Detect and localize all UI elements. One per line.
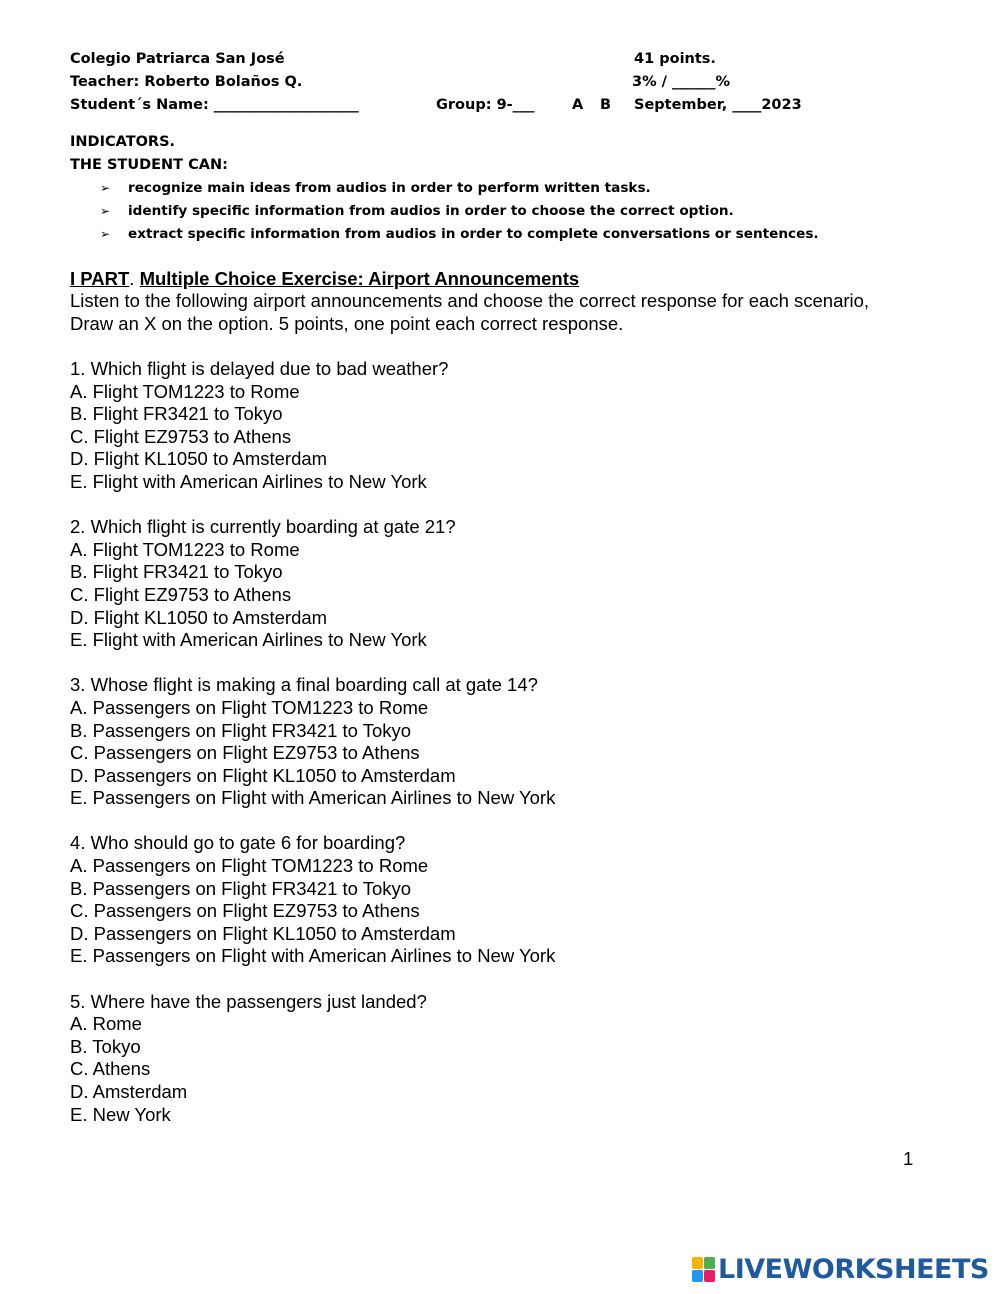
answer-option[interactable]: A. Rome (70, 1013, 142, 1035)
logo-square-icon (704, 1257, 715, 1269)
question-text: 4. Who should go to gate 6 for boarding? (70, 832, 406, 854)
answer-option[interactable]: B. Tokyo (70, 1035, 141, 1057)
answer-option[interactable]: D. Passengers on Flight KL1050 to Amsterdam (70, 764, 456, 786)
arrow-bullet-icon: ➢ (100, 227, 111, 241)
arrow-bullet-icon: ➢ (100, 181, 111, 195)
indicators-title: INDICATORS. (70, 134, 176, 150)
part-separator: . (129, 268, 135, 289)
answer-option[interactable]: E. Flight with American Airlines to New York (70, 470, 427, 492)
answer-option[interactable]: C. Flight EZ9753 to Athens (70, 425, 292, 447)
total-points: 41 points. (634, 51, 716, 67)
answer-option[interactable]: C. Athens (70, 1058, 151, 1080)
answer-option[interactable]: E. New York (70, 1103, 171, 1125)
date-field: September, ____2023 (634, 97, 802, 113)
answer-option[interactable]: B. Flight FR3421 to Tokyo (70, 403, 283, 425)
answer-option[interactable]: C. Passengers on Flight EZ9753 to Athens (70, 742, 420, 764)
question-text: 1. Which flight is delayed due to bad weather? (70, 358, 449, 379)
instructions (70, 290, 869, 335)
question-text: 3. Whose flight is making a final boarding call at gate 14? (70, 674, 538, 696)
logo-text: LIVEWORKSHEETS (718, 1253, 989, 1285)
answer-option[interactable]: A. Flight TOM1223 to Rome (70, 380, 300, 402)
question-list (70, 358, 555, 1149)
answer-option[interactable]: C. Flight EZ9753 to Athens (70, 583, 292, 605)
answer-option[interactable]: C. Passengers on Flight EZ9753 to Athens (70, 900, 420, 922)
answer-option[interactable]: B. Passengers on Flight FR3421 to Tokyo (70, 719, 412, 741)
question-text: 5. Where have the passengers just landed? (70, 990, 427, 1012)
indicator-item (100, 226, 819, 242)
question-block (70, 832, 555, 968)
group-field[interactable]: Group: 9-___ (436, 97, 535, 113)
section-b: B (600, 97, 612, 113)
answer-option[interactable]: E. Passengers on Flight with American Airlines to New York (70, 945, 556, 967)
answer-option[interactable]: D. Flight KL1050 to Amsterdam (70, 606, 328, 628)
answer-option[interactable]: B. Flight FR3421 to Tokyo (70, 561, 283, 583)
part-heading (70, 268, 579, 290)
indicator-text: recognize main ideas from audios in order to perform written tasks. (128, 180, 651, 196)
part-label: I PART (70, 268, 130, 289)
logo-square-icon (692, 1257, 703, 1269)
logo-square-icon (692, 1270, 703, 1282)
student-name-field[interactable]: Student´s Name: ____________________ (70, 97, 359, 113)
arrow-bullet-icon: ➢ (100, 204, 111, 218)
answer-option[interactable]: B. Passengers on Flight FR3421 to Tokyo (70, 877, 412, 899)
question-block (70, 516, 555, 652)
indicator-item (100, 203, 734, 219)
answer-option[interactable]: D. Passengers on Flight KL1050 to Amsterdam (70, 922, 456, 944)
logo-grid-icon (692, 1257, 714, 1281)
answer-option[interactable]: A. Passengers on Flight TOM1223 to Rome (70, 696, 429, 718)
answer-option[interactable]: D. Amsterdam (70, 1081, 188, 1102)
answer-option[interactable]: A. Passengers on Flight TOM1223 to Rome (70, 855, 429, 877)
teacher-name: Teacher: Roberto Bolaños Q. (70, 74, 303, 90)
section-a: A (572, 97, 584, 113)
logo-square-icon (704, 1270, 715, 1282)
answer-option[interactable]: E. Passengers on Flight with American Airlines to New York (70, 787, 556, 809)
indicator-text: extract specific information from audios in order to complete conversations or sentences. (128, 226, 819, 242)
question-block (70, 358, 555, 494)
indicator-item (100, 180, 651, 196)
question-block (70, 674, 555, 810)
instruction-line: Listen to the following airport announcements and choose the correct response for each scenario, (70, 290, 870, 311)
answer-option[interactable]: E. Flight with American Airlines to New York (70, 629, 427, 651)
liveworksheets-logo (692, 1253, 989, 1285)
question-text: 2. Which flight is currently boarding at gate 21? (70, 516, 456, 538)
school-name: Colegio Patriarca San José (70, 51, 285, 67)
indicators-subtitle: THE STUDENT CAN: (70, 157, 228, 173)
question-block (70, 991, 555, 1127)
percent-field: 3% / ______% (632, 74, 731, 90)
indicator-text: identify specific information from audios in order to choose the correct option. (128, 203, 734, 219)
page-number: 1 (903, 1148, 914, 1169)
instruction-line: Draw an X on the option. 5 points, one point each correct response. (70, 312, 624, 334)
answer-option[interactable]: D. Flight KL1050 to Amsterdam (70, 448, 328, 470)
part-title: Multiple Choice Exercise: Airport Announcements (139, 268, 580, 289)
answer-option[interactable]: A. Flight TOM1223 to Rome (70, 538, 300, 560)
